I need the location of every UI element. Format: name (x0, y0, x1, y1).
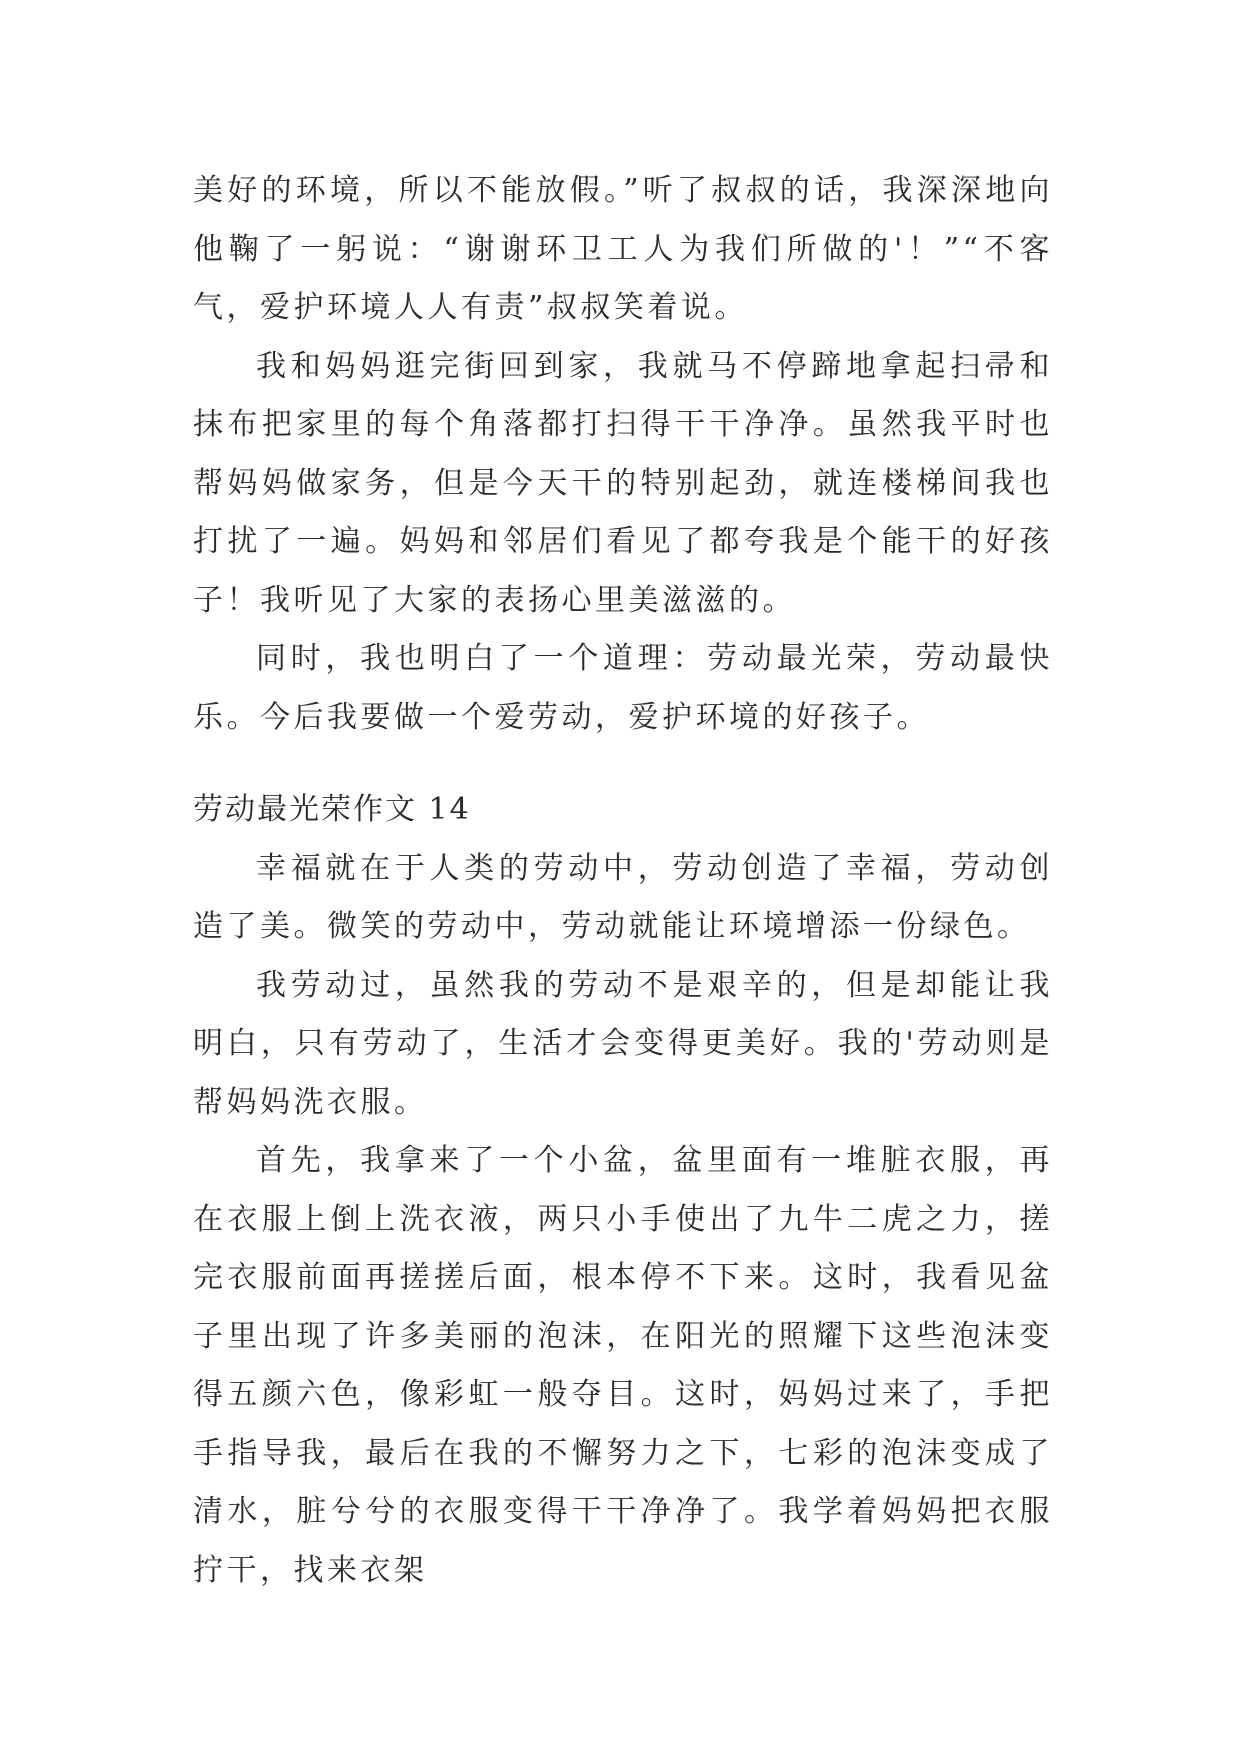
paragraph-continued: 美好的环境，所以不能放假。”听了叔叔的话，我深深地向他鞠了一躬说：“谢谢环卫工人为我们所做的'！”“不客气，爱护环境人人有责”叔叔笑着说。 (193, 173, 1053, 325)
paragraph-lesson-learned: 同时，我也明白了一个道理：劳动最光荣，劳动最快乐。今后我要做一个爱劳动，爱护环境的好孩子。 (193, 641, 1053, 735)
paragraph-cleaning-home: 我和妈妈逛完街回到家，我就马不停蹄地拿起扫帚和抹布把家里的每个角落都打扫得干干净净。虽然我平时也帮妈妈做家务，但是今天干的特别起劲，就连楼梯间我也打扰了一遍。妈妈和邻居们看见了都夸我是个能干的好孩子！我听见了大家的表扬心里美滋滋的。 (193, 348, 1053, 618)
paragraph-washing-clothes: 首先，我拿来了一个小盆，盆里面有一堆脏衣服，再在衣服上倒上洗衣液，两只小手使出了九牛二虎之力，搓完衣服前面再搓搓后面，根本停不下来。这时，我看见盆子里出现了许多美丽的泡沫，在阳光的照耀下这些泡沫变得五颜六色，像彩虹一般夺目。这时，妈妈过来了，手把手指导我，最后在我的不懈努力之下，七彩的泡沫变成了清水，脏兮兮的衣服变得干干净净了。我学着妈妈把衣服拧干，找来衣架 (193, 1143, 1053, 1588)
section-spacer (193, 747, 1053, 781)
section-title: 劳动最光荣作文 14 (193, 792, 471, 827)
paragraph-happiness: 幸福就在于人类的劳动中，劳动创造了幸福，劳动创造了美。微笑的劳动中，劳动就能让环境增添一份绿色。 (193, 850, 1053, 944)
paragraph-my-labor: 我劳动过，虽然我的劳动不是艰辛的，但是却能让我明白，只有劳动了，生活才会变得更美好。我的'劳动则是帮妈妈洗衣服。 (193, 967, 1053, 1120)
document-body (193, 162, 1053, 1600)
